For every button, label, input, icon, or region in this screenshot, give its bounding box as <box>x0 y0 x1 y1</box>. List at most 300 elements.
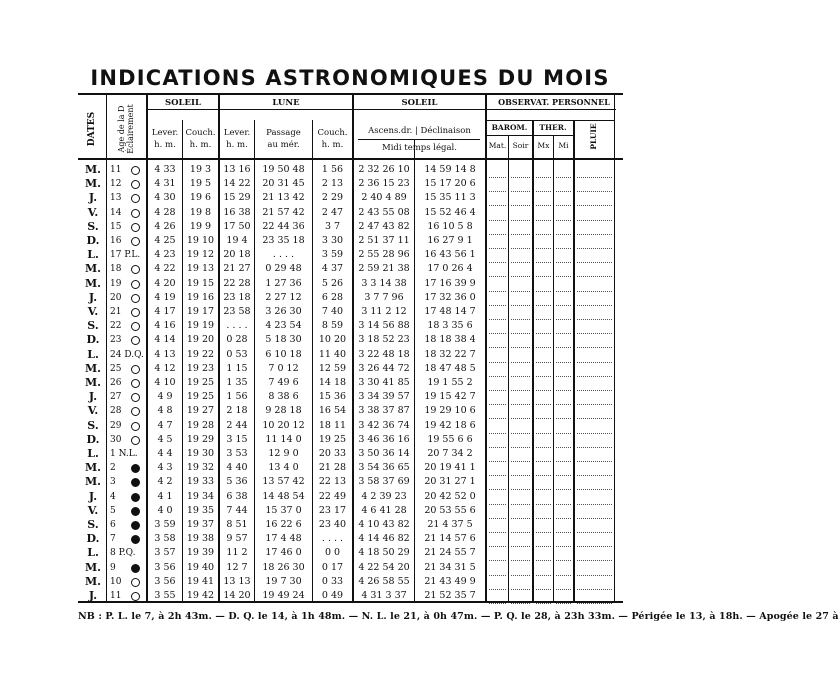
cell-day: M. <box>84 560 101 574</box>
cell-lc: 23 17 <box>318 504 347 516</box>
observation-entry-blank <box>556 192 571 206</box>
header-lune-passage: Passage <box>266 128 301 138</box>
observation-entry-blank <box>489 491 506 505</box>
cell-asc: 2 40 4 89 <box>361 192 407 204</box>
table-row <box>0 163 700 177</box>
table-row <box>0 433 700 447</box>
observation-entry-blank <box>536 192 551 206</box>
table-row <box>0 490 700 504</box>
table-row <box>0 362 700 376</box>
observation-entry-blank <box>536 562 551 576</box>
cell-sc: 19 41 <box>186 575 215 587</box>
cell-ll: 13 13 <box>223 575 251 587</box>
header-dates: DATES <box>87 111 97 147</box>
observation-entry-blank <box>536 349 551 363</box>
observation-entry-blank <box>536 334 551 348</box>
observation-entry-blank <box>536 448 551 462</box>
cell-day: J. <box>88 290 98 304</box>
cell-age: 22 <box>110 321 122 332</box>
cell-asc: 2 59 21 38 <box>358 263 410 275</box>
cell-age: 29 <box>110 420 122 431</box>
cell-day: J. <box>88 390 98 404</box>
cell-sl: 4 0 <box>157 504 173 516</box>
cell-dec: 16 27 9 1 <box>427 235 473 246</box>
cell-sc: 19 42 <box>186 590 215 601</box>
observation-entry-blank <box>489 405 506 419</box>
cell-lc: 0 17 <box>321 561 344 573</box>
cell-day: D. <box>86 532 100 546</box>
observation-entry-blank <box>489 462 506 476</box>
cell-dec: 16 43 56 1 <box>424 249 476 261</box>
table-row <box>0 546 700 560</box>
cell-ll: 2 18 <box>226 405 248 417</box>
cell-sl: 4 4 <box>157 448 173 459</box>
cell-sl: 3 59 <box>154 519 176 530</box>
observation-entry-blank <box>536 263 551 277</box>
cell-day: M. <box>84 361 101 375</box>
cell-sc: 19 16 <box>186 291 215 303</box>
observation-entry-blank <box>556 476 571 490</box>
observation-entry-blank <box>489 263 506 277</box>
cell-lp: 4 23 54 <box>265 320 302 332</box>
cell-lp: 5 18 30 <box>265 334 302 346</box>
observation-entry-blank <box>536 505 551 519</box>
cell-sc: 19 29 <box>186 433 215 445</box>
observation-entry-blank <box>536 462 551 476</box>
observation-entry-blank <box>511 533 530 547</box>
observation-entry-blank <box>489 349 506 363</box>
observation-entry-blank <box>536 576 551 590</box>
cell-lc: 1 56 <box>321 164 344 175</box>
cell-sl: 3 56 <box>154 561 176 573</box>
observation-entry-blank <box>577 306 612 320</box>
cell-lc: 0 0 <box>324 547 341 559</box>
observation-entry-blank <box>489 278 506 292</box>
header-pluie: PLUIE <box>589 123 598 150</box>
cell-sl: 4 23 <box>154 249 176 261</box>
ascens-subrule <box>358 139 480 140</box>
observation-entry-blank <box>556 320 571 334</box>
cell-day: M. <box>84 574 101 588</box>
observation-entry-blank <box>577 505 612 519</box>
cell-day: D. <box>86 234 100 247</box>
header-bottom-rule <box>78 158 623 160</box>
cell-sc: 19 25 <box>186 391 215 403</box>
observation-entry-blank <box>536 519 551 533</box>
observation-entry-blank <box>556 207 571 221</box>
cell-dec: 15 52 46 4 <box>424 206 476 218</box>
observation-entry-blank <box>577 278 612 292</box>
observation-entry-blank <box>577 405 612 419</box>
cell-day: V. <box>87 503 99 517</box>
cell-ll: 23 18 <box>223 291 251 303</box>
cell-ll: 5 36 <box>226 476 248 488</box>
observation-entry-blank <box>536 235 551 249</box>
table-row <box>0 447 700 461</box>
cell-lc: 20 33 <box>318 448 347 459</box>
cell-ll: 20 18 <box>223 249 251 261</box>
observation-entry-blank <box>536 420 551 434</box>
observation-entry-blank <box>556 547 571 561</box>
table-row <box>0 277 700 291</box>
observation-entry-blank <box>556 576 571 590</box>
cell-ll: 6 38 <box>226 490 248 502</box>
cell-lp: 11 14 0 <box>265 433 302 445</box>
table-row <box>0 291 700 305</box>
cell-age: 18 <box>110 264 122 275</box>
cell-age: 19 <box>110 278 122 289</box>
observation-entry-blank <box>536 164 551 178</box>
cell-age: 28 <box>110 406 122 417</box>
new-moon-icon <box>131 493 140 502</box>
table-row <box>0 518 700 532</box>
observation-entry-blank <box>577 590 612 604</box>
observation-entry-blank <box>489 434 506 448</box>
observation-entry-blank <box>577 349 612 363</box>
cell-day: J. <box>88 589 98 602</box>
cell-age: 7 <box>110 534 116 545</box>
cell-dec: 19 1 55 2 <box>427 377 473 388</box>
full-moon-icon <box>131 365 140 374</box>
cell-lp: 10 20 12 <box>262 419 305 431</box>
full-moon-icon <box>131 223 140 232</box>
observation-entry-blank <box>511 192 530 206</box>
cell-lc: 3 59 <box>321 249 344 261</box>
cell-lp: 9 28 18 <box>265 405 302 417</box>
cell-dec: 21 24 55 7 <box>424 547 476 559</box>
observation-entry-blank <box>556 405 571 419</box>
observation-entry-blank <box>577 363 612 377</box>
observation-entry-blank <box>511 491 530 505</box>
cell-lp: 23 35 18 <box>262 235 305 246</box>
observation-entry-blank <box>556 263 571 277</box>
observation-entry-blank <box>536 590 551 604</box>
observation-entry-blank <box>511 334 530 348</box>
header-soleil-2: SOLEIL <box>401 98 438 108</box>
observation-entry-blank <box>556 505 571 519</box>
cell-sc: 19 40 <box>186 561 215 573</box>
observation-entry-blank <box>577 377 612 391</box>
observation-entry-blank <box>556 491 571 505</box>
cell-lp: 0 29 48 <box>265 263 302 275</box>
cell-sc: 19 17 <box>186 306 215 317</box>
cell-day: V. <box>87 404 99 418</box>
observation-entry-blank <box>511 391 530 405</box>
cell-day: D. <box>86 432 100 446</box>
observation-entry-blank <box>489 576 506 590</box>
cell-sl: 4 16 <box>154 320 176 332</box>
cell-asc: 3 50 36 14 <box>358 448 410 459</box>
observation-entry-blank <box>536 221 551 235</box>
cell-day: M. <box>84 276 101 290</box>
cell-ll: 19 4 <box>226 235 248 246</box>
cell-dec: 15 17 20 6 <box>424 178 476 190</box>
observation-entry-blank <box>536 363 551 377</box>
header-lune-lever: Lever. <box>223 128 251 138</box>
header-barom: BAROM. <box>491 123 528 132</box>
cell-age: 3 <box>110 477 116 488</box>
cell-age: 9 <box>110 562 116 573</box>
new-moon-icon <box>131 564 140 573</box>
cell-dec: 18 47 48 5 <box>424 362 476 374</box>
cell-ll: 21 27 <box>223 263 251 275</box>
cell-asc: 2 36 15 23 <box>358 178 410 190</box>
cell-sl: 4 7 <box>157 419 173 431</box>
header-soleil: SOLEIL <box>165 98 201 108</box>
cell-day: L. <box>87 347 99 361</box>
cell-ll: 12 7 <box>226 561 248 573</box>
header-age-line1: Age de la D <box>117 105 126 153</box>
cell-asc: 2 55 28 96 <box>358 249 410 261</box>
observation-entry-blank <box>511 448 530 462</box>
observation-entry-blank <box>556 377 571 391</box>
observation-entry-blank <box>511 263 530 277</box>
cell-ll: 1 35 <box>226 377 248 388</box>
cell-dec: 18 3 35 6 <box>427 320 473 332</box>
cell-day: M. <box>84 461 101 475</box>
cell-age: 25 <box>110 363 122 374</box>
cell-dec: 20 31 27 1 <box>424 476 476 488</box>
cell-asc: 3 7 7 96 <box>364 291 404 303</box>
cell-sc: 19 38 <box>186 533 215 545</box>
observation-entry-blank <box>577 547 612 561</box>
observation-entry-blank <box>489 306 506 320</box>
full-moon-icon <box>131 294 140 303</box>
observation-entry-blank <box>577 476 612 490</box>
cell-asc: 3 11 2 12 <box>361 306 407 317</box>
observation-entry-blank <box>511 405 530 419</box>
cell-asc: 3 22 48 18 <box>358 348 410 360</box>
cell-sl: 4 22 <box>154 263 176 275</box>
cell-lc: 3 7 <box>324 220 341 232</box>
cell-asc: 4 2 39 23 <box>361 490 407 502</box>
cell-day: J. <box>88 191 98 205</box>
header-mx: Mx <box>537 141 550 150</box>
cell-sl: 4 25 <box>154 235 176 246</box>
observation-entry-blank <box>536 377 551 391</box>
cell-sl: 4 30 <box>154 192 176 204</box>
observation-entry-blank <box>489 420 506 434</box>
cell-dec: 19 29 10 6 <box>424 405 476 417</box>
cell-sc: 19 15 <box>186 277 215 289</box>
cell-sl: 4 33 <box>154 164 176 175</box>
observation-entry-blank <box>556 278 571 292</box>
table-row <box>0 220 700 234</box>
cell-asc: 3 58 37 69 <box>358 476 410 488</box>
cell-sc: 19 8 <box>189 206 212 218</box>
observation-entry-blank <box>489 207 506 221</box>
cell-lp: 20 31 45 <box>262 178 305 190</box>
observation-entry-blank <box>577 562 612 576</box>
observation-entry-blank <box>489 519 506 533</box>
cell-lc: 11 40 <box>318 348 347 360</box>
observation-entry-blank <box>556 434 571 448</box>
cell-age: 21 <box>110 307 122 317</box>
full-moon-icon <box>131 209 140 218</box>
observation-entry-blank <box>511 278 530 292</box>
cell-lp: 21 13 42 <box>262 192 305 204</box>
cell-asc: 3 38 37 87 <box>358 405 410 417</box>
observation-entry-blank <box>556 391 571 405</box>
observation-entry-blank <box>556 448 571 462</box>
header-lune-au-mer: au mér. <box>267 140 300 150</box>
observation-entry-blank <box>556 178 571 192</box>
cell-asc: 4 31 3 37 <box>361 590 407 601</box>
observation-entry-blank <box>577 164 612 178</box>
cell-dec: 17 16 39 9 <box>424 277 476 289</box>
observation-entry-blank <box>511 164 530 178</box>
cell-asc: 2 47 43 82 <box>358 220 410 232</box>
cell-lc: 19 25 <box>318 433 347 445</box>
cell-ll: 1 15 <box>226 362 248 374</box>
observation-entry-blank <box>536 207 551 221</box>
observation-entry-blank <box>556 533 571 547</box>
cell-dec: 21 14 57 6 <box>424 533 476 545</box>
observation-entry-blank <box>511 420 530 434</box>
cell-lp: 19 50 48 <box>262 164 305 175</box>
cell-age: 14 <box>110 207 122 218</box>
page-title: INDICATIONS ASTRONOMIQUES DU MOIS <box>90 66 610 90</box>
new-moon-icon <box>131 521 140 530</box>
table-row <box>0 575 700 589</box>
observation-entry-blank <box>489 334 506 348</box>
cell-lp: 3 26 30 <box>265 306 302 317</box>
cell-sl: 4 10 <box>154 377 176 388</box>
cell-day: D. <box>86 333 100 347</box>
observation-entry-blank <box>556 590 571 604</box>
table-row <box>0 319 700 333</box>
cell-ll: 11 2 <box>226 547 248 559</box>
cell-asc: 4 14 46 82 <box>358 533 410 545</box>
observation-entry-blank <box>577 320 612 334</box>
header-ther: THER. <box>539 123 567 132</box>
cell-ll: 1 56 <box>226 391 248 403</box>
cell-dec: 19 15 42 7 <box>424 391 476 403</box>
table-row <box>0 333 700 347</box>
cell-age: 26 <box>110 378 122 388</box>
header-midi: Midi temps légal. <box>382 143 457 153</box>
cell-age: 11 <box>110 591 122 601</box>
cell-sc: 19 10 <box>186 235 215 246</box>
cell-asc: 3 42 36 74 <box>358 419 410 431</box>
cell-sl: 3 55 <box>154 590 176 601</box>
observation-entry-blank <box>556 235 571 249</box>
top-rule <box>78 93 623 95</box>
cell-sl: 4 1 <box>157 490 173 502</box>
cell-sl: 3 57 <box>154 547 176 559</box>
cell-asc: 3 34 39 57 <box>358 391 410 403</box>
cell-sc: 19 28 <box>186 419 215 431</box>
observation-entry-blank <box>536 434 551 448</box>
observation-entry-blank <box>556 221 571 235</box>
cell-dec: 17 32 36 0 <box>424 291 476 303</box>
cell-age: 8 P.Q. <box>110 548 136 559</box>
cell-asc: 2 32 26 10 <box>358 164 410 175</box>
observation-entry-blank <box>556 164 571 178</box>
observation-entry-blank <box>489 562 506 576</box>
cell-age: 5 <box>110 505 116 516</box>
observation-entry-blank <box>511 306 530 320</box>
observation-entry-blank <box>577 434 612 448</box>
cell-dec: 21 52 35 7 <box>424 590 476 601</box>
cell-lp: 22 44 36 <box>262 220 305 232</box>
cell-sl: 4 31 <box>154 178 176 190</box>
cell-sc: 19 22 <box>186 348 215 360</box>
cell-lp: 2 27 12 <box>265 291 302 303</box>
observation-entry-blank <box>489 221 506 235</box>
table-row <box>0 248 700 262</box>
cell-lc: 10 20 <box>318 334 347 346</box>
observation-entry-blank <box>536 391 551 405</box>
cell-dec: 16 10 5 8 <box>427 220 473 232</box>
cell-ll: 15 29 <box>223 192 251 204</box>
cell-sc: 19 3 <box>189 164 212 175</box>
observation-entry-blank <box>577 391 612 405</box>
cell-day: L. <box>87 546 99 560</box>
observation-entry-blank <box>556 519 571 533</box>
observation-entry-blank <box>556 306 571 320</box>
cell-asc: 4 10 43 82 <box>358 519 410 530</box>
observation-entry-blank <box>489 448 506 462</box>
observation-entry-blank <box>489 391 506 405</box>
cell-day: S. <box>87 518 99 531</box>
observation-entry-blank <box>577 491 612 505</box>
cell-lp: 7 0 12 <box>268 362 299 374</box>
cell-lp: 21 57 42 <box>262 206 305 218</box>
cell-lp: 19 49 24 <box>262 590 305 601</box>
cell-sl: 4 26 <box>154 220 176 232</box>
observation-entry-blank <box>556 363 571 377</box>
cell-dec: 19 42 18 6 <box>424 419 476 431</box>
observation-entry-blank <box>511 221 530 235</box>
new-moon-icon <box>131 507 140 516</box>
header-lune-couch-unit: h. m. <box>321 140 344 150</box>
cell-sc: 19 39 <box>186 547 215 559</box>
header-soleil-couch-unit: h. m. <box>189 140 212 150</box>
cell-lp: 18 26 30 <box>262 561 305 573</box>
cell-ll: 3 53 <box>226 448 248 459</box>
full-moon-icon <box>131 379 140 388</box>
cell-ll: 16 38 <box>223 206 251 218</box>
cell-lp: 15 37 0 <box>265 504 302 516</box>
cell-sc: 19 33 <box>186 476 215 488</box>
header-age <box>117 99 135 159</box>
cell-asc: 3 3 14 38 <box>361 277 407 289</box>
observation-entry-blank <box>511 178 530 192</box>
cell-age: 13 <box>110 193 122 204</box>
observation-entry-blank <box>577 178 612 192</box>
cell-lp: 13 4 0 <box>268 462 299 474</box>
observation-entry-blank <box>511 562 530 576</box>
observation-entry-blank <box>489 590 506 604</box>
cell-lc: 6 28 <box>321 291 344 303</box>
cell-day: L. <box>87 447 99 460</box>
cell-lc: 22 49 <box>318 490 347 502</box>
observation-entry-blank <box>536 491 551 505</box>
cell-sl: 4 3 <box>157 462 173 474</box>
cell-lc: 4 37 <box>321 263 344 275</box>
cell-age: 20 <box>110 292 122 303</box>
header-soleil-couch: Couch. <box>185 128 216 138</box>
cell-sl: 4 13 <box>154 348 176 360</box>
observation-entry-blank <box>577 519 612 533</box>
cell-dec: 14 59 14 8 <box>424 164 476 175</box>
cell-sl: 4 20 <box>154 277 176 289</box>
observation-entry-blank <box>556 334 571 348</box>
observation-entry-blank <box>489 320 506 334</box>
cell-sc: 19 37 <box>186 519 215 530</box>
header-lune-couch: Couch. <box>317 128 348 138</box>
